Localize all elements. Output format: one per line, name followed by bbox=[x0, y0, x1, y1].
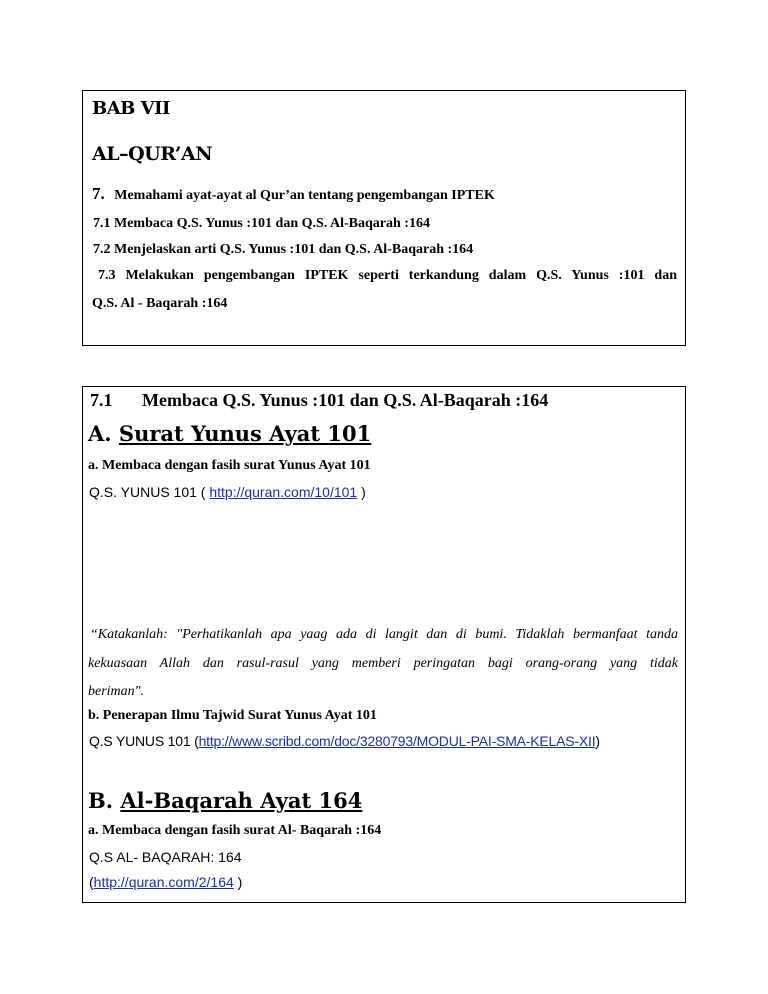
yunus-ref-suffix: ) bbox=[357, 484, 366, 500]
section-number: 7.1 bbox=[90, 390, 113, 410]
part-a-item-a: a. Membaca dengan fasih surat Yunus Ayat 101 bbox=[88, 458, 371, 473]
translation-line-1: “Katakanlah: "Perhatikanlah apa yaag ada di langit dan di bumi. Tidaklah bermanfaat tanda bbox=[90, 627, 678, 642]
part-b-title: Al-Baqarah Ayat 164 bbox=[120, 788, 363, 813]
indicator-7-1: 7.1 Membaca Q.S. Yunus :101 dan Q.S. Al-Baqarah :164 bbox=[93, 216, 430, 231]
indicator-7-3-line2: Q.S. Al - Baqarah :164 bbox=[92, 296, 228, 311]
baqarah-ref-suffix: ) bbox=[233, 874, 243, 890]
section-heading bbox=[90, 390, 548, 411]
yunus-ref-prefix: Q.S. YUNUS 101 ( bbox=[89, 484, 210, 500]
content-box bbox=[82, 386, 686, 903]
competency-number: 7. bbox=[92, 184, 105, 203]
baqarah-link-line bbox=[89, 874, 242, 890]
part-a-letter: A. bbox=[88, 421, 112, 446]
chapter-title: AL–QUR’AN bbox=[92, 143, 213, 165]
part-b-heading bbox=[88, 788, 362, 813]
indicator-7-2: 7.2 Menjelaskan arti Q.S. Yunus :101 dan Q.S. Al-Baqarah :164 bbox=[93, 242, 474, 257]
tajwid-ref-suffix: ) bbox=[595, 733, 600, 749]
translation-line-2: kekuasaan Allah dan rasul-rasul yang memberi peringatan bagi orang-orang yang tidak bbox=[88, 656, 678, 671]
baqarah-quran-link[interactable]: http://quran.com/2/164 bbox=[93, 874, 234, 890]
indicator-7-3-line1: 7.3 Melakukan pengembangan IPTEK seperti terkandung dalam Q.S. Yunus :101 dan bbox=[98, 268, 677, 283]
part-b-letter: B. bbox=[88, 788, 114, 813]
section-title: Membaca Q.S. Yunus :101 dan Q.S. Al-Baqarah :164 bbox=[142, 390, 549, 410]
part-a-item-b: b. Penerapan Ilmu Tajwid Surat Yunus Ayat 101 bbox=[88, 708, 377, 723]
part-b-item-a: a. Membaca dengan fasih surat Al- Baqarah :164 bbox=[88, 823, 382, 838]
translation-line-3: beriman". bbox=[88, 684, 145, 699]
part-a-title: Surat Yunus Ayat 101 bbox=[118, 421, 372, 446]
baqarah-ref-prefix: ( bbox=[89, 874, 94, 890]
yunus-reference bbox=[89, 484, 366, 500]
baqarah-reference: Q.S AL- BAQARAH: 164 bbox=[89, 849, 242, 865]
competency-text: Memahami ayat-ayat al Qur’an tentang pengembangan IPTEK bbox=[114, 188, 495, 203]
part-a-heading bbox=[88, 421, 371, 446]
yunus-quran-link[interactable]: http://quran.com/10/101 bbox=[209, 484, 358, 500]
scribd-link[interactable]: http://www.scribd.com/doc/3280793/MODUL-PAI-SMA-KELAS-XII bbox=[198, 733, 596, 749]
tajwid-ref-prefix: Q.S YUNUS 101 ( bbox=[89, 733, 199, 749]
chapter-heading: BAB VII bbox=[92, 98, 170, 119]
competency bbox=[92, 184, 495, 204]
tajwid-reference bbox=[89, 733, 600, 749]
chapter-box bbox=[82, 90, 686, 346]
